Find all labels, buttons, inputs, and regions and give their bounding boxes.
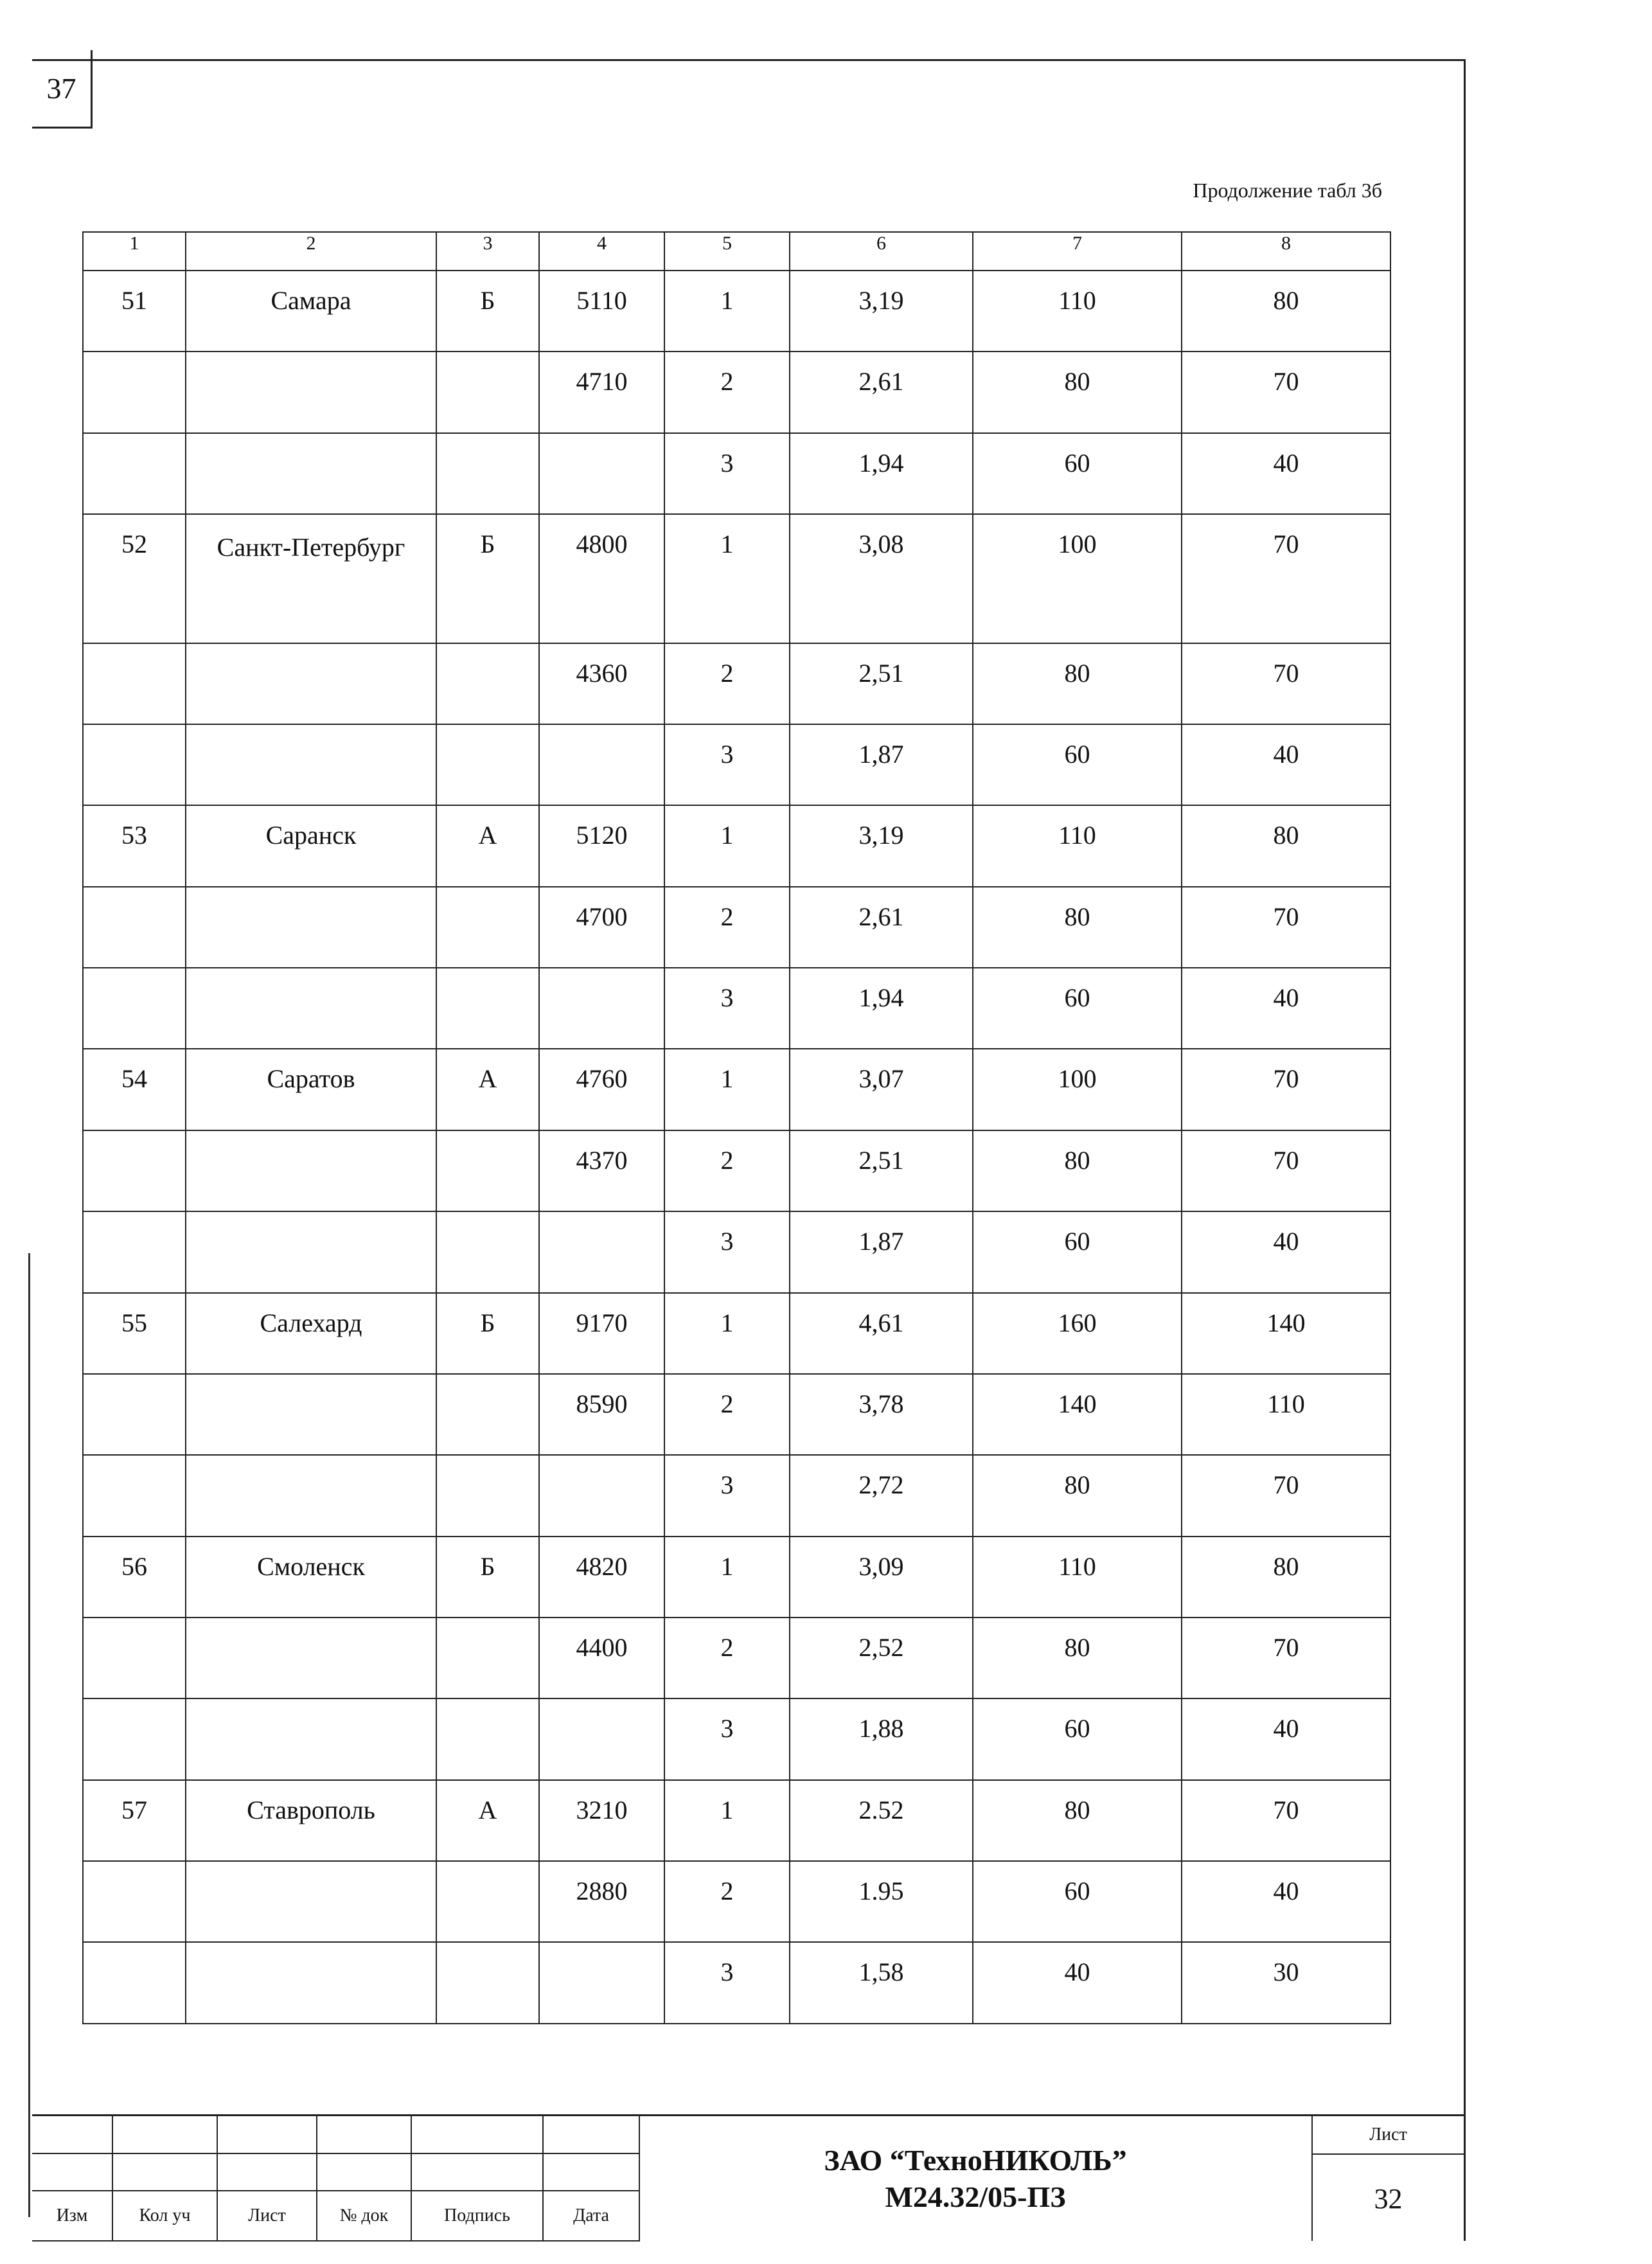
table-cell-c5: 3 <box>664 1698 790 1779</box>
table-cell-c7: 60 <box>973 433 1182 514</box>
col-header: 5 <box>664 232 790 271</box>
table-cell-c2 <box>186 1698 436 1779</box>
table-cell-c1 <box>83 433 186 514</box>
table-cell-c2 <box>186 887 436 968</box>
table-cell-c3 <box>436 433 539 514</box>
table-cell-c5: 3 <box>664 1942 790 2024</box>
table-cell-c2: Ставрополь <box>186 1780 436 1861</box>
table-cell-c3 <box>436 1374 539 1455</box>
table-cell-c6: 3,08 <box>790 514 973 643</box>
table-cell-c7: 110 <box>973 271 1182 352</box>
table-cell-c5: 2 <box>664 1374 790 1455</box>
table-cell-c1 <box>83 1374 186 1455</box>
page-number: 37 <box>32 50 93 129</box>
table-cell-c2 <box>186 1374 436 1455</box>
label-doc-no: № док <box>317 2191 411 2241</box>
table-cell-c4: 5120 <box>539 805 664 886</box>
table-cell-c6: 1.95 <box>790 1861 973 1942</box>
table-cell-c7: 80 <box>973 887 1182 968</box>
table-cell-c8: 140 <box>1182 1293 1390 1374</box>
table-cell-c2 <box>186 433 436 514</box>
table-cell-c1 <box>83 1618 186 1698</box>
label-kol-uch: Кол уч <box>112 2191 217 2241</box>
table-cell-c7: 100 <box>973 1049 1182 1130</box>
col-header: 3 <box>436 232 539 271</box>
table-cell-c1 <box>83 887 186 968</box>
table-cell-c8: 70 <box>1182 887 1390 968</box>
table-cell-c6: 2,52 <box>790 1618 973 1698</box>
table-cell-c6: 1,58 <box>790 1942 973 2024</box>
table-cell-c4 <box>539 724 664 805</box>
table-cell-c1: 57 <box>83 1780 186 1861</box>
table-cell-c6: 3,07 <box>790 1049 973 1130</box>
table-cell-c2 <box>186 1618 436 1698</box>
table-cell-c8: 70 <box>1182 1455 1390 1536</box>
sheet-number: 32 <box>1374 2182 1403 2215</box>
table-cell-c8: 40 <box>1182 1861 1390 1942</box>
table-cell-c3 <box>436 887 539 968</box>
table-cell-c5: 2 <box>664 1130 790 1211</box>
table-cell-c8: 70 <box>1182 352 1390 432</box>
table-cell-c8: 40 <box>1182 1698 1390 1779</box>
col-header: 4 <box>539 232 664 271</box>
table-row <box>83 1942 1390 2024</box>
table-cell-c8: 70 <box>1182 1618 1390 1698</box>
table-cell-c8: 40 <box>1182 968 1390 1049</box>
table-cell-c7: 110 <box>973 805 1182 886</box>
table-cell-c8: 80 <box>1182 271 1390 352</box>
table-cell-c3 <box>436 1130 539 1211</box>
table-cell-c7: 60 <box>973 1861 1182 1942</box>
table-row <box>83 1049 1390 1130</box>
table-cell-c7: 80 <box>973 643 1182 724</box>
table-cell-c3: Б <box>436 514 539 643</box>
table-cell-c3 <box>436 1698 539 1779</box>
label-date: Дата <box>543 2191 639 2241</box>
table-cell-c2: Смоленск <box>186 1537 436 1618</box>
col-header: 6 <box>790 232 973 271</box>
table-cell-c1: 52 <box>83 514 186 643</box>
table-row <box>83 433 1390 514</box>
table-cell-c3 <box>436 643 539 724</box>
table-cell-c3 <box>436 724 539 805</box>
left-margin-rule <box>28 1253 30 2217</box>
table-cell-c7: 80 <box>973 352 1182 432</box>
table-cell-c6: 2,51 <box>790 1130 973 1211</box>
table-cell-c6: 3,19 <box>790 271 973 352</box>
title-block <box>32 2114 1466 2241</box>
table-cell-c8: 80 <box>1182 805 1390 886</box>
label-list: Лист <box>217 2191 317 2241</box>
table-cell-c7: 110 <box>973 1537 1182 1618</box>
table-cell-c8: 70 <box>1182 1130 1390 1211</box>
table-row <box>83 1861 1390 1942</box>
table-cell-c3: Б <box>436 1537 539 1618</box>
table-cell-c5: 3 <box>664 724 790 805</box>
table-cell-c4: 4360 <box>539 643 664 724</box>
table-cell-c1 <box>83 1698 186 1779</box>
table-cell-c3 <box>436 968 539 1049</box>
document-title <box>639 2116 1313 2241</box>
table-cell-c8: 110 <box>1182 1374 1390 1455</box>
table-cell-c2 <box>186 724 436 805</box>
table-cell-c5: 2 <box>664 643 790 724</box>
table-cell-c6: 2,72 <box>790 1455 973 1536</box>
table-cell-c1 <box>83 1942 186 2024</box>
table-cell-c1 <box>83 1455 186 1536</box>
table-cell-c2: Салехард <box>186 1293 436 1374</box>
table-row <box>83 1455 1390 1536</box>
table-cell-c2: Санкт-Петербург <box>186 514 436 643</box>
table-cell-c1: 56 <box>83 1537 186 1618</box>
table-cell-c6: 4,61 <box>790 1293 973 1374</box>
table-cell-c4: 4820 <box>539 1537 664 1618</box>
table-cell-c6: 1,87 <box>790 1211 973 1292</box>
table-cell-c6: 1,94 <box>790 968 973 1049</box>
col-header: 8 <box>1182 232 1390 271</box>
table-row <box>83 514 1390 643</box>
table-cell-c3: Б <box>436 271 539 352</box>
table-cell-c6: 2,61 <box>790 352 973 432</box>
table-header-row <box>83 232 1390 271</box>
table-row <box>83 1537 1390 1618</box>
table-cell-c5: 1 <box>664 1049 790 1130</box>
table-cell-c3: Б <box>436 1293 539 1374</box>
climate-data-table <box>82 231 1391 2024</box>
table-cell-c4: 4760 <box>539 1049 664 1130</box>
table-cell-c4: 4370 <box>539 1130 664 1211</box>
table-cell-c2 <box>186 1455 436 1536</box>
table-cell-c8: 40 <box>1182 724 1390 805</box>
table-cell-c7: 80 <box>973 1780 1182 1861</box>
table-row <box>83 1698 1390 1779</box>
table-cell-c4 <box>539 1211 664 1292</box>
table-row <box>83 1374 1390 1455</box>
table-cell-c3 <box>436 1211 539 1292</box>
table-row <box>83 887 1390 968</box>
table-cell-c8: 70 <box>1182 643 1390 724</box>
table-cell-c7: 40 <box>973 1942 1182 2024</box>
table-cell-c6: 1,87 <box>790 724 973 805</box>
table-cell-c2: Саранск <box>186 805 436 886</box>
table-cell-c1 <box>83 352 186 432</box>
table-cell-c2: Самара <box>186 271 436 352</box>
document-code: М24.32/05-ПЗ <box>885 2180 1066 2213</box>
table-row <box>83 352 1390 432</box>
label-izm: Изм <box>32 2191 112 2241</box>
table-cell-c2: Саратов <box>186 1049 436 1130</box>
table-cell-c5: 1 <box>664 1780 790 1861</box>
table-cell-c4: 2880 <box>539 1861 664 1942</box>
table-cell-c8: 30 <box>1182 1942 1390 2024</box>
table-cell-c5: 1 <box>664 1537 790 1618</box>
table-cell-c6: 3,78 <box>790 1374 973 1455</box>
table-cell-c6: 1,88 <box>790 1698 973 1779</box>
table-cell-c5: 1 <box>664 1293 790 1374</box>
table-cell-c2 <box>186 1211 436 1292</box>
table-cell-c4: 8590 <box>539 1374 664 1455</box>
col-header: 1 <box>83 232 186 271</box>
table-cell-c2 <box>186 1861 436 1942</box>
table-cell-c4: 4400 <box>539 1618 664 1698</box>
table-cell-c7: 80 <box>973 1618 1182 1698</box>
table-cell-c1: 55 <box>83 1293 186 1374</box>
table-row <box>83 1293 1390 1374</box>
table-row <box>83 1211 1390 1292</box>
table-cell-c5: 3 <box>664 433 790 514</box>
table-cell-c8: 40 <box>1182 433 1390 514</box>
table-row <box>83 724 1390 805</box>
table-row <box>83 968 1390 1049</box>
table-cell-c5: 2 <box>664 887 790 968</box>
table-cell-c4: 5110 <box>539 271 664 352</box>
table-cell-c2 <box>186 968 436 1049</box>
table-cell-c4 <box>539 968 664 1049</box>
table-cell-c1 <box>83 1861 186 1942</box>
table-cell-c3 <box>436 1861 539 1942</box>
table-cell-c4: 9170 <box>539 1293 664 1374</box>
sheet-label: Лист <box>1313 2116 1464 2155</box>
table-cell-c6: 3,09 <box>790 1537 973 1618</box>
table-cell-c8: 80 <box>1182 1537 1390 1618</box>
table-row <box>83 1618 1390 1698</box>
table-cell-c6: 2.52 <box>790 1780 973 1861</box>
table-cell-c7: 140 <box>973 1374 1182 1455</box>
table-row <box>83 271 1390 352</box>
table-cell-c4: 4710 <box>539 352 664 432</box>
table-cell-c6: 2,61 <box>790 887 973 968</box>
table-cell-c4: 3210 <box>539 1780 664 1861</box>
table-cell-c1: 53 <box>83 805 186 886</box>
table-cell-c5: 3 <box>664 1211 790 1292</box>
table-row <box>83 805 1390 886</box>
table-cell-c3: А <box>436 805 539 886</box>
table-cell-c4 <box>539 1942 664 2024</box>
table-cell-c5: 2 <box>664 1861 790 1942</box>
table-cell-c2 <box>186 1130 436 1211</box>
table-cell-c3: А <box>436 1780 539 1861</box>
table-cell-c7: 60 <box>973 1211 1182 1292</box>
table-cell-c1 <box>83 1211 186 1292</box>
table-cell-c8: 40 <box>1182 1211 1390 1292</box>
table-row <box>83 1130 1390 1211</box>
company-name: ЗАО “ТехноНИКОЛЬ” <box>824 2143 1127 2177</box>
table-cell-c2 <box>186 1942 436 2024</box>
table-cell-c1 <box>83 1130 186 1211</box>
col-header: 2 <box>186 232 436 271</box>
col-header: 7 <box>973 232 1182 271</box>
table-cell-c7: 160 <box>973 1293 1182 1374</box>
table-cell-c4 <box>539 433 664 514</box>
table-cell-c8: 70 <box>1182 1780 1390 1861</box>
table-continuation-note: Продолжение табл 3б <box>1193 179 1382 202</box>
table-cell-c1 <box>83 643 186 724</box>
table-cell-c4: 4700 <box>539 887 664 968</box>
table-cell-c1 <box>83 724 186 805</box>
table-row <box>83 643 1390 724</box>
table-cell-c2 <box>186 352 436 432</box>
table-cell-c7: 100 <box>973 514 1182 643</box>
table-cell-c6: 1,94 <box>790 433 973 514</box>
table-cell-c6: 3,19 <box>790 805 973 886</box>
sheet-box <box>1313 2116 1464 2241</box>
table-cell-c4 <box>539 1455 664 1536</box>
table-cell-c5: 2 <box>664 1618 790 1698</box>
table-cell-c5: 2 <box>664 352 790 432</box>
table-cell-c3 <box>436 1618 539 1698</box>
table-cell-c3 <box>436 1942 539 2024</box>
table-cell-c1: 51 <box>83 271 186 352</box>
table-cell-c5: 1 <box>664 514 790 643</box>
label-signature: Подпись <box>411 2191 543 2241</box>
table-cell-c1 <box>83 968 186 1049</box>
table-cell-c7: 60 <box>973 1698 1182 1779</box>
table-cell-c7: 80 <box>973 1455 1182 1536</box>
table-cell-c6: 2,51 <box>790 643 973 724</box>
table-cell-c4 <box>539 1698 664 1779</box>
table-cell-c8: 70 <box>1182 1049 1390 1130</box>
table-cell-c5: 3 <box>664 1455 790 1536</box>
table-cell-c5: 1 <box>664 271 790 352</box>
table-cell-c8: 70 <box>1182 514 1390 643</box>
table-row <box>83 1780 1390 1861</box>
table-cell-c3: А <box>436 1049 539 1130</box>
table-cell-c5: 1 <box>664 805 790 886</box>
table-cell-c7: 60 <box>973 968 1182 1049</box>
table-cell-c7: 60 <box>973 724 1182 805</box>
table-cell-c3 <box>436 352 539 432</box>
table-cell-c4: 4800 <box>539 514 664 643</box>
table-cell-c3 <box>436 1455 539 1536</box>
table-cell-c2 <box>186 643 436 724</box>
revision-grid <box>32 2116 640 2242</box>
table-cell-c5: 3 <box>664 968 790 1049</box>
table-cell-c7: 80 <box>973 1130 1182 1211</box>
table-cell-c1: 54 <box>83 1049 186 1130</box>
